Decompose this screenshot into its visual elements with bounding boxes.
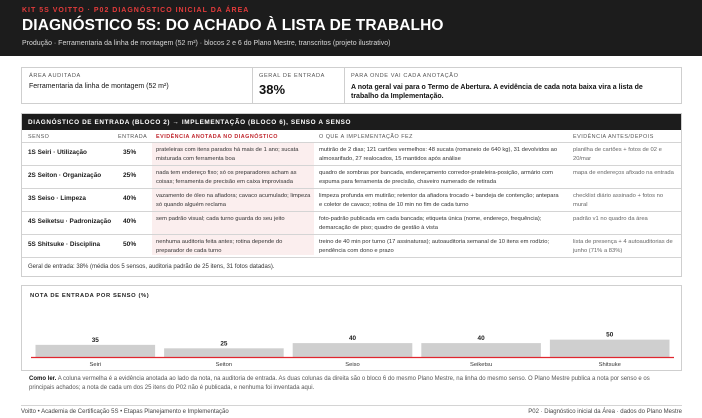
chart-bar-seiketsu — [421, 343, 541, 357]
table-row — [22, 235, 681, 257]
row-entrada: 25% — [123, 172, 137, 179]
area-value: Ferramentaria da linha de montagem (52 m²) — [29, 83, 169, 90]
chart-bar-seiso — [293, 343, 413, 357]
row-antes-depois: mapa de endereços afixado na entrada — [573, 170, 674, 176]
row-evidencia: prateleiras com itens parados há mais de 1 ano; sucata misturada com ferramenta boa — [156, 147, 299, 162]
reading-note — [29, 375, 669, 392]
row-implementacao: limpeza profunda em mutirão; retentor da afiadora trocado + bandeja de contenção; antepara e coletor de cavaco; rotina de 10 min no fim de cada turno — [319, 193, 559, 208]
table-row — [22, 143, 681, 165]
row-senso: 2S Seiton · Organização — [28, 172, 102, 179]
footer-divider — [21, 405, 682, 406]
sense-table — [21, 113, 682, 277]
chart-bar-seiri — [36, 345, 156, 357]
destination-label: PARA ONDE VAI CADA ANOTAÇÃO — [351, 73, 459, 79]
entry-score-chart — [21, 285, 682, 371]
footer-right: P02 · Diagnóstico inicial da Área · dados do Plano Mestre — [528, 409, 682, 415]
chart-bar-shitsuke — [550, 340, 670, 357]
chart-category-label: Seiri — [89, 362, 102, 368]
score-value: 38% — [259, 82, 286, 97]
chart-value-label: 25 — [220, 340, 228, 348]
row-senso: 4S Seiketsu · Padronização — [28, 218, 112, 225]
chart-category-label: Seiton — [215, 362, 233, 368]
summary-panel — [21, 67, 682, 104]
table-footer: Geral de entrada: 38% (média dos 5 sensos, auditoria padrão de 25 itens, 31 fotos datadas). — [28, 264, 275, 270]
page-title: DIAGNÓSTICO 5S: DO ACHADO À LISTA DE TRABALHO — [22, 17, 444, 34]
row-divider — [22, 257, 681, 258]
row-antes-depois: lista de presença + 4 autoauditorias de junho (71% a 83%) — [573, 239, 673, 254]
row-implementacao: quadro de sombras por bancada, endereçamento corredor-prateleira-posição, armário com espuma para ferramenta de precisão, chaveiro numerado de retirada — [319, 170, 553, 185]
destination-value: A nota geral vai para o Termo de Abertura. A evidência de cada nota baixa vira a lista de trabalho da Implementação. — [351, 84, 643, 100]
col-header-antes-depois: EVIDÊNCIA ANTES/DEPOIS — [573, 134, 654, 140]
area-label: ÁREA AUDITADA — [29, 73, 81, 79]
row-entrada: 35% — [123, 149, 137, 156]
chart-category-label: Shitsuke — [598, 362, 621, 368]
footer-left: Voitto • Academia de Certificação 5S • Etapas Planejamento e Implementação — [21, 409, 229, 415]
table-row — [22, 166, 681, 188]
note-lead: Como ler. — [29, 376, 57, 382]
header-kicker: KIT 5S VOITTO · P02 DIAGNÓSTICO INICIAL DA ÁREA — [22, 7, 250, 14]
page-subtitle: Produção · Ferramentaria da linha de montagem (52 m²) · blocos 2 e 6 do Plano Mestre, transcritos (projeto ilustrativo) — [22, 40, 391, 47]
row-senso: 3S Seiso · Limpeza — [28, 195, 86, 202]
row-evidencia: vazamento de óleo na afiadora; cavaco acumulado; limpeza só quando alguém reclama — [156, 193, 311, 208]
chart-category-label: Seiso — [345, 362, 360, 368]
row-antes-depois: planilha de cartões + fotos de 02 e 20/mar — [573, 147, 662, 162]
row-implementacao: mutirão de 2 dias; 121 cartões vermelhos: 48 sucata (romaneio de 640 kg), 31 devolvidos ao almoxarifado, 27 realocados, 15 mantidos após análise — [319, 147, 558, 162]
table-band-title: DIAGNÓSTICO DE ENTRADA (BLOCO 2) → IMPLEMENTAÇÃO (BLOCO 6), SENSO A SENSO — [22, 114, 681, 130]
row-senso: 1S Seiri · Utilização — [28, 149, 87, 156]
row-implementacao: treino de 40 min por turno (17 assinaturas); autoauditoria semanal de 10 itens em rodízio; pendência com dono e prazo — [319, 239, 550, 254]
row-senso: 5S Shitsuke · Disciplina — [28, 241, 101, 248]
row-evidencia: nada tem endereço fixo; só os preparadores acham as coisas; ferramenta de precisão em caixa improvisada — [156, 170, 297, 185]
score-label: GERAL DE ENTRADA — [259, 73, 325, 79]
chart-canvas — [22, 286, 683, 372]
summary-divider — [252, 68, 253, 103]
chart-value-label: 40 — [477, 335, 485, 343]
row-evidencia: nenhuma auditoria feita antes; rotina depende do preparador de cada turno — [156, 239, 283, 254]
col-header-entrada: ENTRADA — [118, 134, 148, 140]
table-row — [22, 212, 681, 234]
col-header-evidencia: EVIDÊNCIA ANOTADA NO DIAGNÓSTICO — [156, 134, 278, 140]
col-header-implementacao: O QUE A IMPLEMENTAÇÃO FEZ — [319, 134, 413, 140]
col-header-senso: SENSO — [28, 134, 50, 140]
chart-bar-seiton — [164, 348, 284, 357]
chart-title: NOTA DE ENTRADA POR SENSO (%) — [30, 293, 150, 299]
summary-divider — [344, 68, 345, 103]
table-row — [22, 189, 681, 211]
row-antes-depois: checklist diário assinado + fotos no mural — [573, 193, 664, 208]
page-header — [0, 0, 702, 56]
row-implementacao: foto-padrão publicada em cada bancada; etiqueta única (nome, endereço, frequência); demarcação de piso; quadro de gestão à vista — [319, 216, 542, 231]
chart-category-label: Seiketsu — [469, 362, 493, 368]
chart-value-label: 40 — [348, 335, 357, 343]
chart-value-label: 50 — [606, 331, 614, 339]
row-evidencia: sem padrão visual; cada turno guarda do seu jeito — [156, 216, 285, 222]
row-antes-depois: padrão v1 no quadro da área — [573, 216, 648, 222]
row-entrada: 50% — [123, 241, 137, 248]
chart-value-label: 35 — [91, 336, 99, 344]
note-text: A coluna vermelha é a evidência anotada ao lado da nota, na auditoria de entrada. As duas colunas da direita são o bloco 6 do mesmo Plano Mestre, na linha do mesmo senso. O Plano Mestre publica a nota por senso e os principais achados; a nota de cada um dos 25 itens do P02 não é publicada, e nenhuma foi inventada aqui. — [29, 376, 650, 391]
row-entrada: 40% — [123, 218, 137, 225]
row-entrada: 40% — [123, 195, 137, 202]
